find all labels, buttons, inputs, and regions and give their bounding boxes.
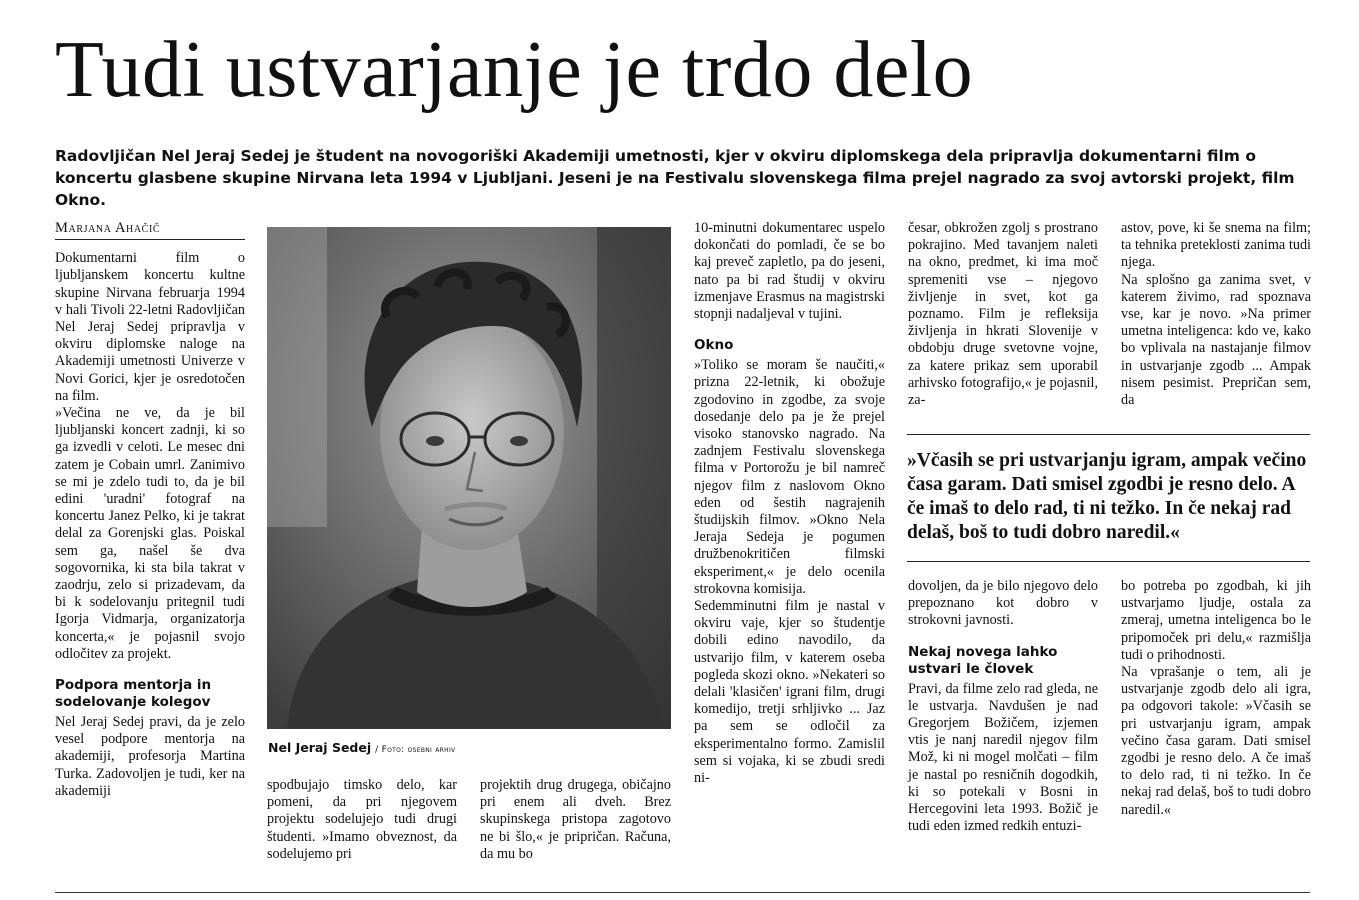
body-paragraph: dovoljen, da je bilo njegovo delo prepoznano kot dobro v strokovni javnosti. [908, 578, 1098, 629]
body-paragraph: spodbujajo timsko delo, kar pomeni, da pri njegovem projektu sodelujejo tudi drugi študenti. »Imamo obveznost, da sodelujemo pri [267, 777, 457, 862]
body-paragraph: Dokumentarni film o ljubljanskem koncertu kultne skupine Nirvana februarja 1994 v hali Tivoli 22-letni Radovljičan Nel Jeraj Sedej pripravlja v okviru diplomske naloge na Akademiji umetnosti Univerze v Novi Gorici, kjer je osredotočen na film. [55, 250, 245, 404]
portrait-image [267, 227, 671, 729]
body-paragraph: česar, obkrožen zgolj s prostrano pokrajino. Med tavanjem naleti na okno, predmet, ki ima moč spremeniti vse – njegovo življenje in svet, kot ga poznamo. Film je refleksija življenja in hkrati Slovenije v obdobju druge svetovne vojne, za katere prikaz sem uporabil arhivsko fotografijo,« je pojasnil, za- [908, 220, 1098, 409]
caption-name: Nel Jeraj Sedej [268, 740, 372, 755]
bottom-rule [55, 892, 1310, 893]
column-4 [694, 220, 885, 787]
column-6-bottom [1121, 578, 1311, 819]
column-1 [55, 220, 245, 800]
body-paragraph: »Toliko se moram še naučiti,« prizna 22-letnik, ki obožuje zgodovino in zgodbe, za svoje dosedanje delo pa je že prejel visoko stanovsko nagrado. Na zadnjem Festivalu slovenskega filma v Portorožu je bil namreč njegov film z naslovom Okno eden od šestih nagrajenih študijskih filmov. »Okno Nela Jeraja Sedeja je pogumen družbenokritičen filmski eksperiment,« je delo ocenila strokovna komisija. [694, 357, 885, 597]
subheading: Podpora mentorja in sodelovanje kolegov [55, 677, 212, 711]
column-2 [267, 777, 457, 863]
body-paragraph: astov, pove, ki še snema na film; ta tehnika preteklosti zanima tudi njega. [1121, 220, 1311, 271]
byline: Marjana Ahačič [55, 220, 245, 240]
pull-quote: »Včasih se pri ustvarjanju igram, ampak večino časa garam. Dati smisel zgodbi je resno delo. A če imaš to delo rad, ti ni težko. In če nekaj rad delaš, boš to tudi dobro naredil.« [907, 434, 1310, 562]
body-paragraph: Sedemminutni film je nastal v okviru vaje, kjer so študentje dobili edino navodilo, da ustvarijo film, v katerem oseba pogleda skozi okno. »Nekateri so delali 'klasičen' igrani film, drugi komedijo, tretji srhljivko ... Jaz pa sem se odločil za eksperimentalno formo. Zamislil sem si vojaka, ki se zbudi sredi ni- [694, 598, 885, 787]
body-paragraph: Pravi, da filme zelo rad gleda, ne le ustvarja. Navdušen je nad Gregorjem Božičem, izjemen vtis je nanj naredil njegov film Mož, ki ni mogel molčati – film je nastal po resničnih dogodkih, ki so potekali v Bosni in Hercegovini leta 1993. Božič je tudi eden izmed redkih entuzi- [908, 680, 1098, 835]
caption-credit: / Foto: osebni arhiv [375, 745, 456, 755]
column-6-top [1121, 220, 1311, 409]
body-paragraph: bo potreba po zgodbah, ki jih ustvarjamo ljudje, ostala za zmeraj, umetna inteligenca bo le pripomoček pri delu,« razmišlja tudi o prihodnosti. [1121, 578, 1311, 663]
body-paragraph: Na vprašanje o tem, ali je ustvarjanje zgodb delo ali igra, pa odgovori takole: »Včasih se pri ustvarjanju igram, ampak večino časa garam. Dati smisel zgodbi je resno delo. A če imaš to delo rad, ti ni težko. In če nekaj rad delaš, boš to tudi dobro naredil.« [1121, 664, 1311, 818]
body-paragraph: 10-minutni dokumentarec uspelo dokončati do pomladi, če se bo kaj preveč zapletlo, pa do jeseni, nato pa bi rad študij v okviru izmenjave Erasmus na magistrski stopnji nadaljeval v tujini. [694, 220, 885, 323]
body-paragraph: projektih drug drugega, običajno pri enem ali dveh. Brez skupinskega pristopa zagotovo ne bi šlo,« je pripričan. Računa, da mu bo [480, 777, 671, 862]
subheading: Nekaj novega lahko ustvari le človek [908, 643, 1058, 677]
column-5-top [908, 220, 1098, 409]
body-paragraph: »Večina ne ve, da je bil ljubljanski koncert zadnji, ki so ga izvedli v celoti. Le mesec dni zatem je Cobain umrl. Zanimivo se mi je zdelo tudi to, da je bil edini 'uradni' fotograf na koncertu Janez Pelko, ki je takrat delal za Gorenjski glas. Poiskal sem ga, našel še dva sogovornika, ki sta bila takrat v zaodrju, zelo si prizadevam, da bi k sodelovanju pritegnil tudi Igorja Vidmarja, organizatorja koncerta,« je pojasnil svojo odločitev za projekt. [55, 405, 245, 662]
subheading: Okno [694, 337, 734, 354]
lead-paragraph: Radovljičan Nel Jeraj Sedej je študent na novogoriški Akademiji umetnosti, kjer v okviru diplomskega dela pripravlja dokumentarni film o koncertu glasbene skupine Nirvana leta 1994 v Ljubljani. Jeseni je na Festivalu slovenskega filma prejel nagrado za svoj avtorski projekt, film Okno. [55, 147, 1295, 209]
body-paragraph: Nel Jeraj Sedej pravi, da je zelo vesel podpore mentorja na akademiji, profesorja Martina Turka. Zadovoljen je tudi, ker na akademiji [55, 714, 245, 799]
portrait-photo [267, 227, 671, 729]
column-3 [480, 777, 671, 863]
body-paragraph: Na splošno ga zanima svet, v katerem živimo, rad spoznava vse, kar je novo. »Na primer umetna inteligenca: kdo ve, kako bo vplivala na nastajanje filmov in ustvarjanje zgodb ... Ampak nisem pesimist. Prepričan sem, da [1121, 271, 1311, 409]
headline: Tudi ustvarjanje je trdo delo [55, 26, 974, 114]
column-5-bottom [908, 578, 1098, 835]
photo-caption [268, 740, 672, 755]
